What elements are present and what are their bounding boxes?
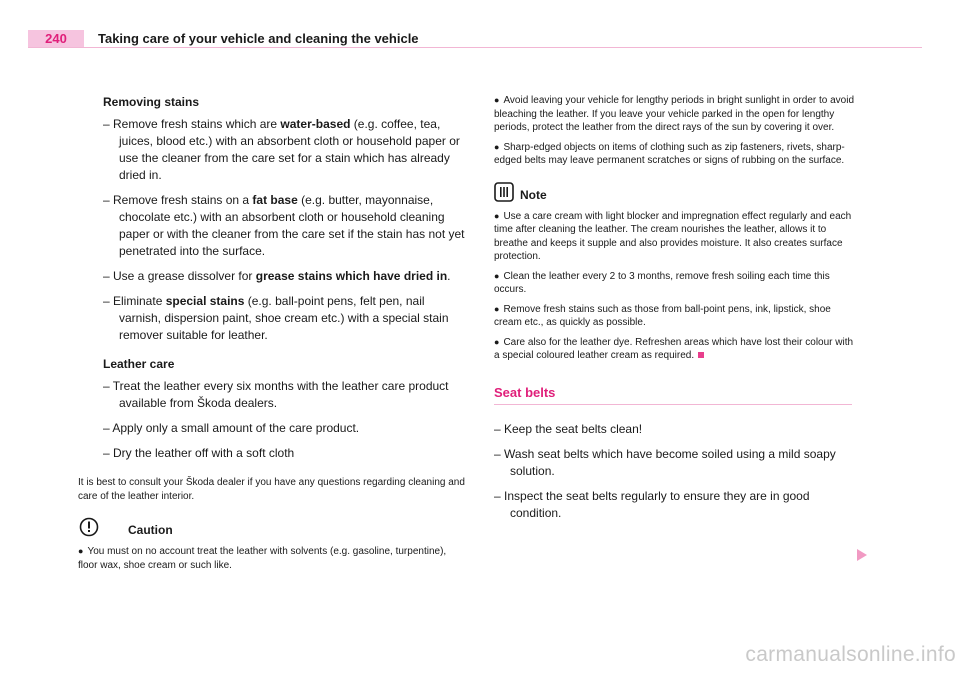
leather-bullet: ● Sharp-edged objects on items of clothing such as zip fasteners, rivets, sharp-edged belts may leave permanent scratches or signs of rubbing on the surface. <box>494 141 845 166</box>
advice-text: It is best to consult your Škoda dealer if you have any questions regarding cleaning and care of the leather interior. <box>78 477 465 502</box>
exclamation-icon <box>79 517 99 537</box>
caution-label: Caution <box>128 523 173 537</box>
caution-bullet: ● You must on no account treat the leather with solvents (e.g. gasoline, turpentine), floor wax, shoe cream or such like. <box>78 546 447 571</box>
leather-step: – Treat the leather every six months with the leather care product available from Škoda dealers. <box>103 379 449 410</box>
note-info-icon <box>494 182 514 202</box>
leather-step: – Apply only a small amount of the care product. <box>103 421 360 435</box>
section-end-marker <box>698 352 704 358</box>
seatbelt-step: – Wash seat belts which have become soiled using a mild soapy solution. <box>494 446 836 478</box>
removing-stains-heading: Removing stains <box>103 95 200 109</box>
section-divider <box>494 404 852 405</box>
note-bullet: ● Care also for the leather dye. Refreshen areas which have lost their colour with a special coloured leather cream as required. <box>494 336 854 361</box>
note-header <box>494 182 854 206</box>
header-divider <box>28 47 922 48</box>
caution-header <box>103 517 465 541</box>
leather-step: – Dry the leather off with a soft cloth <box>103 446 295 460</box>
note-bullet: ● Use a care cream with light blocker and impregnation effect regularly and each time after cleaning the leather. The cream nourishes the leather, allows it to breathe and keeps it supple and also provides moisture. It also creates surface protection. <box>494 210 852 262</box>
seatbelt-step: – Keep the seat belts clean! <box>494 421 643 436</box>
leather-care-heading: Leather care <box>103 357 175 371</box>
step-special: – Eliminate special stains (e.g. ball-point pens, felt pen, nail varnish, dispersion paint, shoe cream etc.) with a special stain remover suitable for leather. <box>103 294 449 342</box>
note-label: Note <box>520 187 547 202</box>
leather-bullet: ● Avoid leaving your vehicle for lengthy periods in bright sunlight in order to avoid bleaching the leather. If you leave your vehicle parked in the open for lengthy periods, protect the leather from the direct rays of the sun by covering it over. <box>494 95 855 133</box>
left-column <box>78 94 465 578</box>
note-bullet: ● Clean the leather every 2 to 3 months, remove fresh soiling each time this occurs. <box>494 270 830 295</box>
note-bullet: ● Remove fresh stains such as those from ball-point pens, ink, lipstick, shoe cream etc., as quickly as possible. <box>494 303 831 328</box>
page-number: 240 <box>28 30 84 48</box>
watermark: carmanualsonline.info <box>745 643 956 666</box>
seatbelt-step: – Inspect the seat belts regularly to ensure they are in good condition. <box>494 488 810 520</box>
step-fat-base: – Remove fresh stains on a fat base (e.g. butter, mayonnaise, chocolate etc.) with an absorbent cloth or household cleaning paper or with the cleaner from the care set if the stain has not yet penetrated into the surface. <box>103 193 465 258</box>
page-header <box>28 30 922 48</box>
triangle-right-icon <box>856 548 868 562</box>
section-title: Seat belts <box>494 384 556 400</box>
right-column <box>494 94 854 530</box>
step-water-based: – Remove fresh stains which are water-based (e.g. coffee, tea, juices, blood etc.) with an absorbent cloth or household paper or use the cleaner from the care set for a stain which has already dried in. <box>103 117 460 182</box>
chapter-title: Taking care of your vehicle and cleaning the vehicle <box>98 31 419 46</box>
step-grease: – Use a grease dissolver for grease stains which have dried in. <box>103 269 451 283</box>
